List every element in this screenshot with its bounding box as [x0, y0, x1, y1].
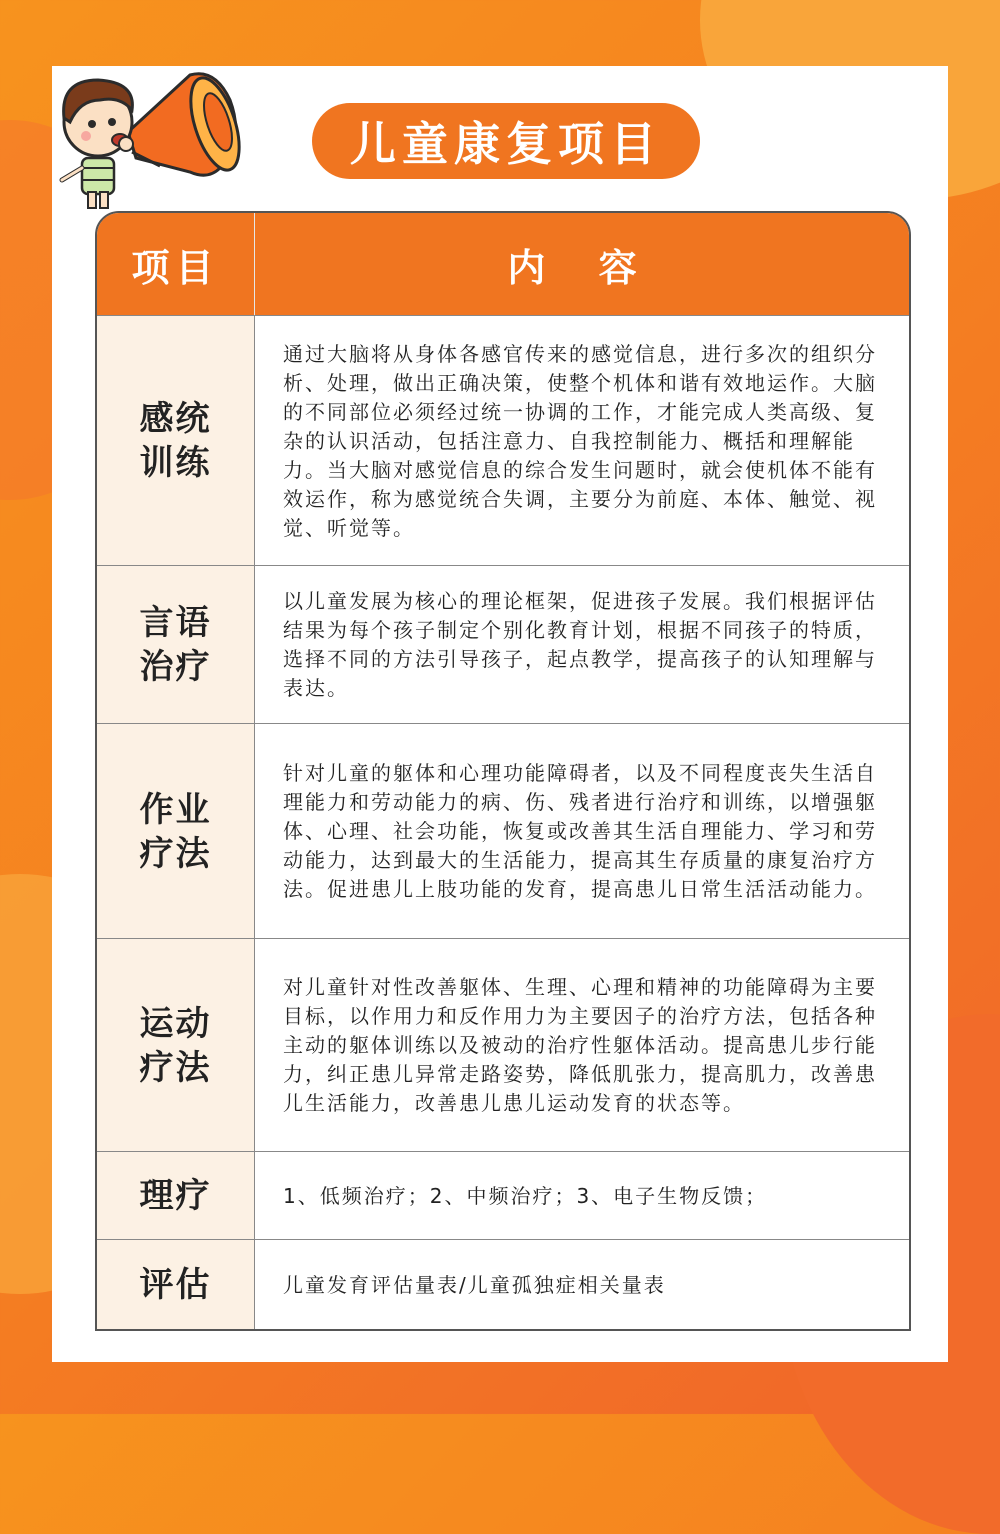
table-row	[97, 315, 909, 566]
table-header	[97, 213, 909, 315]
header-item: 项目	[97, 213, 255, 315]
page-title: 儿童康复项目	[312, 103, 700, 179]
megaphone-icon	[128, 72, 249, 176]
row-name: 感统训练	[139, 399, 212, 483]
row-name: 运动疗法	[139, 1003, 212, 1088]
table-row	[97, 1151, 909, 1240]
table-row	[97, 1239, 909, 1330]
row-content: 针对儿童的躯体和心理功能障碍者，以及不同程度丧失生活自理能力和劳动能力的病、伤、残者进行治疗和训练，以增强躯体、心理、社会功能，恢复或改善其生活自理能力、学习和劳动能力，达到最大的生活能力，提高其生存质量的康复治疗方法。促进患儿上肢功能的发育，提高患儿日常生活活动能力。	[283, 761, 877, 901]
row-content: 儿童发育评估量表/儿童孤独症相关量表	[283, 1272, 666, 1297]
table-row	[97, 565, 909, 724]
child-megaphone-illustration	[40, 40, 270, 215]
row-content: 以儿童发展为核心的理论框架，促进孩子发展。我们根据评估结果为每个孩子制定个别化教育计划，根据不同孩子的特质，选择不同的方法引导孩子，起点教学，提高孩子的认知理解与表达。	[283, 589, 877, 700]
row-name: 评估	[139, 1265, 212, 1305]
row-name: 言语治疗	[139, 603, 212, 687]
row-content: 对儿童针对性改善躯体、生理、心理和精神的功能障碍为主要目标，以作用力和反作用力为主要因子的治疗方法，包括各种主动的躯体训练以及被动的治疗性躯体活动。提高患儿步行能力，纠正患儿异常走路姿势，降低肌张力，提高肌力，改善患儿生活能力，改善患儿患儿运动发育的状态等。	[283, 975, 877, 1115]
row-name: 理疗	[139, 1176, 212, 1216]
row-name: 作业疗法	[139, 789, 212, 874]
header-content: 内 容	[507, 245, 657, 290]
rehab-program-table	[95, 211, 911, 1331]
table-row	[97, 723, 909, 939]
row-content: 1、低频治疗；2、中频治疗；3、电子生物反馈；	[283, 1183, 768, 1208]
row-content: 通过大脑将从身体各感官传来的感觉信息，进行多次的组织分析、处理，做出正确决策，使整个机体和谐有效地运作。大脑的不同部位必须经过统一协调的工作，才能完成人类高级、复杂的认识活动，包括注意力、自我控制能力、概括和理解能力。当大脑对感觉信息的综合发生问题时，就会使机体不能有效运作，称为感觉统合失调，主要分为前庭、本体、触觉、视觉、听觉等。	[283, 341, 877, 540]
table-row	[97, 938, 909, 1152]
